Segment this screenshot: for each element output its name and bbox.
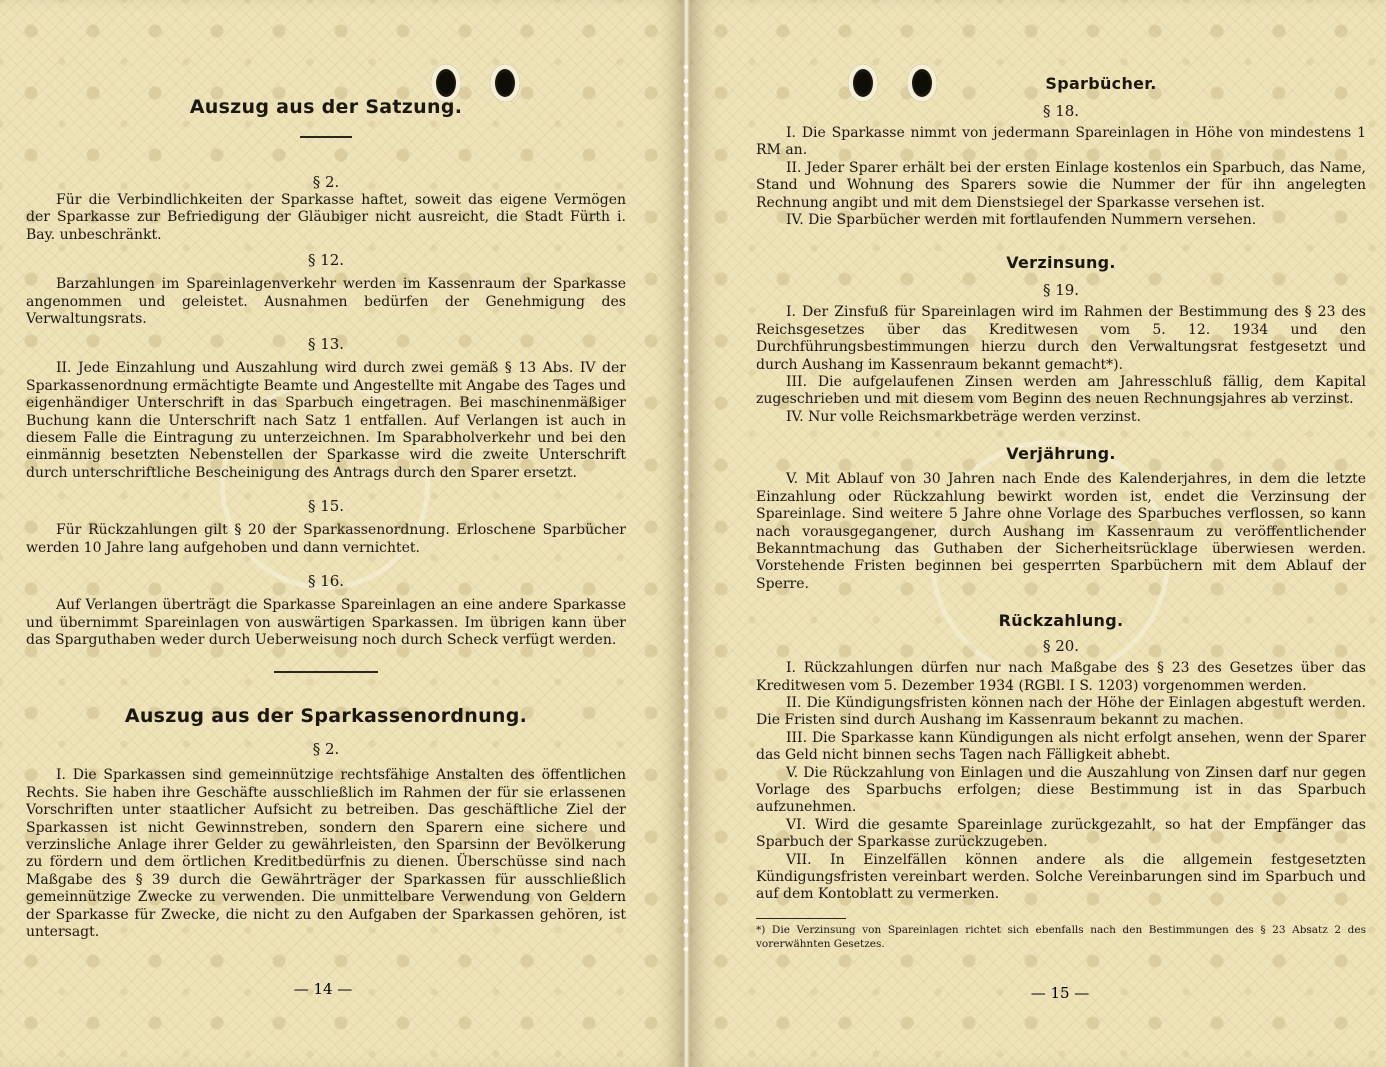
paragraph-text: V. Die Rückzahlung von Einlagen und die Auszahlung von Zinsen darf nur gegen Vorlage des Sparbuchs erfolgen; diese Bestimmung ist in das Sparbuch aufzunehmen. [756,764,1366,816]
section [756,636,1366,904]
section [26,496,626,557]
section [26,739,626,941]
paragraph-text: VII. In Einzelfällen können andere als die allgemein festgesetzten Kündigungsfristen vereinbart werden. Solche Vereinbarungen sind im Sparbuch und auf dem Kontoblatt zu vermerken. [756,851,1366,903]
section [756,471,1366,593]
page-number: — 15 — [1030,984,1090,1002]
heading-sparbuecher: Sparbücher. [1045,74,1157,93]
paragraph-number: § 16. [307,572,345,591]
paragraph-text: I. Die Sparkassen sind gemeinnützige rechtsfähige Anstalten des öffentlichen Rechts. Sie haben ihre Geschäfte ausschließlich im Rahmen der für sie erlassenen Vorschriften unter staatlicher Aufsicht zu betreiben. Das geschäftliche Ziel der Sparkassen ist nicht Gewinnstreben, sondern den Sparern eine sichere und verzinsliche Anlage ihrer Gelder zu gewährleisten, den Sparsinn der Bevölkerung zu fördern und dem örtlichen Kreditbedürfnis zu dienen. Überschüsse sind nach Maßgabe des § 39 durch die Gewährträger der Sparkassen für ausschließlich gemeinnützige Zwecke zu verwenden. Die unmittelbare Verwendung von Geldern der Sparkasse für Zwecke, die nicht zu den Aufgaben der Sparkassen gehören, ist untersagt. [26,767,626,940]
paragraph-number: § 13. [307,335,345,354]
section [26,172,626,244]
paragraph-text: VI. Wird die gesamte Spareinlage zurückgezahlt, so hat der Empfänger das Sparbuch der Sparkasse zurückzugeben. [756,816,1366,851]
section-rule [274,671,378,673]
heading-verzinsung: Verzinsung. [1006,253,1116,273]
left-page-content [26,96,626,941]
heading-rueckzahlung: Rückzahlung. [998,611,1124,631]
heading-rule [300,136,352,138]
right-page-content [756,74,1366,951]
footnote-rule [756,918,846,919]
paragraph-number: § 19. [1042,281,1080,300]
paragraph-number: § 20. [1042,637,1080,656]
paragraph-text: IV. Nur volle Reichsmarkbeträge werden verzinst. [786,408,1141,425]
footnote: *) Die Verzinsung von Spareinlagen richtet sich ebenfalls nach den Bestimmungen des § 23 Absatz 2 des vorerwähnten Gesetzes. [756,923,1366,950]
paragraph-text: V. Mit Ablauf von 30 Jahren nach Ende des Kalenderjahres, in dem die letzte Einzahlung oder Rückzahlung bewirkt worden ist, endet die Verzinsung der Spareinlage. Sind weitere 5 Jahre ohne Vorlage des Sparbuches verflossen, so kann nach vorausgegangener, durch Aushang im Kassenraum zu veröffentlichender Bekanntmachung das Guthaben der Sicherheitsrücklage überwiesen werden. Vorstehende Fristen beginnen bei gesperrten Sparbüchern mit dem Ablauf der Sperre. [756,471,1366,592]
paragraph-number: § 2. [312,740,340,759]
section [26,334,626,482]
section [26,571,626,649]
paragraph-text: Barzahlungen im Spareinlagenverkehr werden im Kassenraum der Sparkasse angenommen und geleistet. Ausnahmen bedürfen der Genehmigung des Verwaltungsrats. [26,276,626,328]
binding-stitches [682,60,690,960]
section [26,250,626,328]
paragraph-text: II. Die Kündigungsfristen können nach der Höhe der Einlagen abgestuft werden. Die Fristen sind durch Aushang im Kassenraum bekannt zu machen. [756,694,1366,729]
paragraph-text: II. Jede Einzahlung und Auszahlung wird durch zwei gemäß § 13 Abs. IV der Sparkassenordnung ermächtigte Beamte und Angestellte mit Angabe des Tages und eigenhändiger Unterschrift in das Sparbuch eingetragen. Bei maschinenmäßiger Buchung kann die Unterschrift nach Satz 1 entfallen. Auf Verlangen ist auch in diesem Falle die Eintragung zu unterzeichnen. Im Sparabholverkehr und bei den einmännig besetzten Nebenstellen der Sparkasse wird die zweite Unterschrift durch unterschriftliche Bescheinigung des Antrags durch den Sparer ersetzt. [26,360,626,481]
paragraph-text: II. Jeder Sparer erhält bei der ersten Einlage kostenlos ein Sparbuch, das Name, Stand und Wohnung des Sparers sowie die Nummer der für ihn angelegten Rechnung angibt und mit dem Dienstsiegel der Sparkasse versehen ist. [756,159,1366,211]
paragraph-number: § 18. [1042,102,1080,120]
paragraph-text: III. Die aufgelaufenen Zinsen werden am Jahresschluß fällig, dem Kapital zugeschrieben und mit diesem vom Beginn des neuen Rechnungsjahres ab verzinst. [756,374,1366,408]
paragraph-number: § 2. [312,173,340,191]
left-page [0,0,683,1067]
page-number: — 14 — [293,980,353,998]
paragraph-text: III. Die Sparkasse kann Kündigungen als nicht erfolgt ansehen, wenn der Sparer das Geld nicht binnen sechs Tagen nach Fälligkeit abhebt. [756,729,1366,764]
right-page [690,0,1386,1067]
section [756,101,1366,229]
paragraph-text: I. Rückzahlungen dürfen nur nach Maßgabe des § 23 des Gesetzes über das Kreditwesen vom 5. Dezember 1934 (RGBl. I S. 1203) vorgenommen werden. [756,660,1366,694]
paragraph-number: § 12. [307,251,345,270]
paragraph-text: Für Rückzahlungen gilt § 20 der Sparkassenordnung. Erloschene Sparbücher werden 10 Jahre lang aufgehoben und dann vernichtet. [26,522,626,556]
paragraph-text: I. Die Sparkasse nimmt von jedermann Spareinlagen in Höhe von mindestens 1 RM an. [756,125,1366,159]
paragraph-text: IV. Die Sparbücher werden mit fortlaufenden Nummern versehen. [786,212,1257,229]
paragraph-text: I. Der Zinsfuß für Spareinlagen wird im Rahmen der Bestimmung des § 23 des Reichsgesetzes über das Kreditwesen vom 5. 12. 1934 und den Durchführungsbestimmungen hierzu durch den Verwaltungsrat festgesetzt und durch Aushang im Kassenraum bekannt gemacht*). [756,304,1366,373]
paragraph-number: § 15. [307,497,345,516]
paragraph-text: Für die Verbindlichkeiten der Sparkasse haftet, soweit das eigene Vermögen der Sparkasse zur Befriedigung der Gläubiger nicht ausreicht, die Stadt Fürth i. Bay. unbeschränkt. [26,192,626,243]
paragraph-text: Auf Verlangen überträgt die Sparkasse Spareinlagen an eine andere Sparkasse und übernimmt Spareinlagen von auswärtigen Sparkassen. Im übrigen kann über das Sparguthaben weder durch Ueberweisung noch durch Scheck verfügt werden. [26,597,626,648]
heading-satzung: Auszug aus der Satzung. [189,96,463,118]
section [756,280,1366,426]
heading-verjaehrung: Verjährung. [1006,444,1116,464]
heading-sparkassenordnung: Auszug aus der Sparkassenordnung. [124,705,528,728]
